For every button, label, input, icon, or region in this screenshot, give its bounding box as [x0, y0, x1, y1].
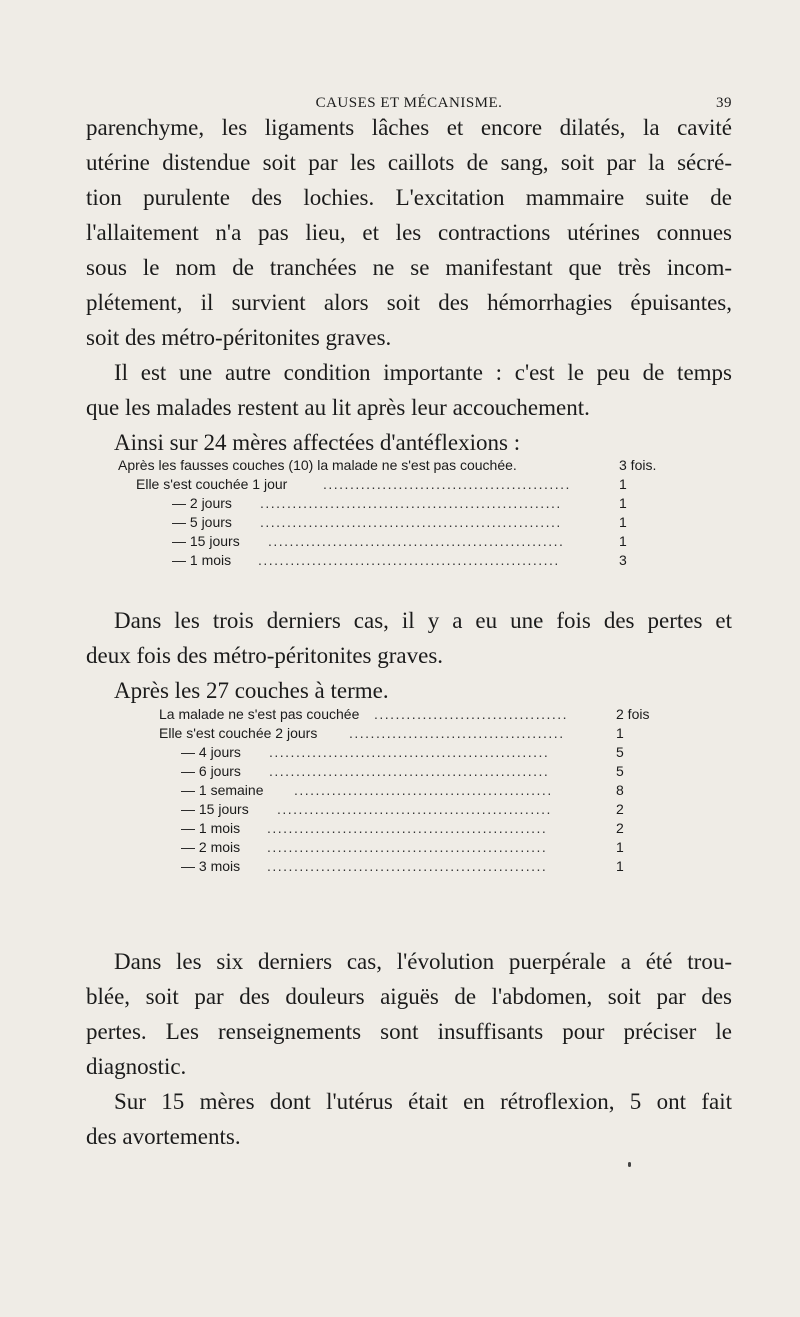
paragraph-condition: [86, 355, 732, 460]
text-line: plétement, il survient alors soit des hémorrhagies épuisantes,: [86, 290, 732, 315]
leader-dots: ................................................: [294, 782, 553, 798]
row-value: 1: [619, 495, 627, 511]
paragraph-trois-derniers: [86, 603, 732, 708]
text-line: que les malades restent au lit après leur accouchement.: [86, 395, 590, 420]
leader-dots: ........................................................: [260, 514, 562, 530]
text-line: Sur 15 mères dont l'utérus était en rétroflexion, 5 ont fait: [114, 1089, 732, 1114]
text-line: deux fois des métro-péritonites graves.: [86, 643, 444, 668]
row-label: La malade ne s'est pas couchée: [159, 706, 360, 722]
leader-dots: ....................................................: [267, 858, 548, 874]
row-label: — 1 mois: [181, 820, 241, 836]
row-value: 1: [619, 514, 627, 530]
leader-dots: ........................................................: [260, 495, 562, 511]
running-title: CAUSES ET MÉCANISME.: [315, 95, 503, 111]
row-value: 8: [616, 782, 624, 798]
row-value: 2: [616, 801, 624, 817]
row-value: 5: [616, 763, 624, 779]
leader-dots: ....................................................: [269, 744, 550, 760]
page-number: 39: [716, 95, 732, 111]
row-value: 1: [616, 858, 624, 874]
text-line: Après les 27 couches à terme.: [114, 678, 389, 703]
text-line: Dans les six derniers cas, l'évolution puerpérale a été trou-: [114, 949, 732, 974]
row-label: Elle s'est couchée 1 jour: [136, 476, 288, 492]
row-value: 3 fois.: [619, 457, 657, 473]
text-line: tion purulente des lochies. L'excitation mammaire suite de: [86, 185, 732, 210]
paragraph-retroflexion: [86, 1084, 732, 1154]
leader-dots: ...................................................: [277, 801, 552, 817]
paragraph-six-derniers: [86, 944, 732, 1084]
paragraph-parenchyme: [86, 110, 732, 355]
text-line: pertes. Les renseignements sont insuffisants pour préciser le: [86, 1019, 732, 1044]
leader-dots: ....................................: [374, 706, 569, 722]
text-line: soit des métro-péritonites graves.: [86, 325, 392, 350]
text-line: Ainsi sur 24 mères affectées d'antéflexions :: [114, 430, 521, 455]
text-line: des avortements.: [86, 1124, 241, 1149]
text-line: parenchyme, les ligaments lâches et encore dilatés, la cavité: [86, 115, 732, 140]
text-line: diagnostic.: [86, 1054, 187, 1079]
text-line: utérine distendue soit par les caillots de sang, soit par la sécré-: [86, 150, 732, 175]
leader-dots: ........................................................: [258, 552, 560, 568]
row-label: — 4 jours: [181, 744, 241, 760]
leader-dots: .......................................................: [268, 533, 565, 549]
row-label: — 2 jours: [172, 495, 232, 511]
text-line: Dans les trois derniers cas, il y a eu une fois des pertes et: [114, 608, 732, 633]
leader-dots: ..............................................: [323, 476, 571, 492]
leader-dots: ....................................................: [267, 820, 548, 836]
row-value: 1: [619, 533, 627, 549]
row-label: Elle s'est couchée 2 jours: [159, 725, 318, 741]
row-value: 1: [616, 839, 624, 855]
row-value: 3: [619, 552, 627, 568]
row-label: — 2 mois: [181, 839, 241, 855]
ink-speck: [628, 1162, 631, 1167]
row-label: — 15 jours: [181, 801, 249, 817]
row-value: 2: [616, 820, 624, 836]
row-label: — 5 jours: [172, 514, 232, 530]
row-label: — 15 jours: [172, 533, 240, 549]
leader-dots: ........................................: [349, 725, 565, 741]
row-value: 1: [616, 725, 624, 741]
text-line: blée, soit par des douleurs aiguës de l'abdomen, soit par des: [86, 984, 732, 1009]
leader-dots: ....................................................: [267, 839, 548, 855]
row-label: — 1 mois: [172, 552, 232, 568]
text-line: sous le nom de tranchées ne se manifestant que très incom-: [86, 255, 732, 280]
leader-dots: ....................................................: [269, 763, 550, 779]
row-value: 5: [616, 744, 624, 760]
text-line: Il est une autre condition importante : c'est le peu de temps: [114, 360, 732, 385]
row-value: 2 fois: [616, 706, 650, 722]
row-label: Après les fausses couches (10) la malade ne s'est pas couchée.: [118, 457, 517, 473]
row-value: 1: [619, 476, 627, 492]
text-line: l'allaitement n'a pas lieu, et les contractions utérines connues: [86, 220, 732, 245]
row-label: — 3 mois: [181, 858, 241, 874]
row-label: — 1 semaine: [181, 782, 264, 798]
row-label: — 6 jours: [181, 763, 241, 779]
